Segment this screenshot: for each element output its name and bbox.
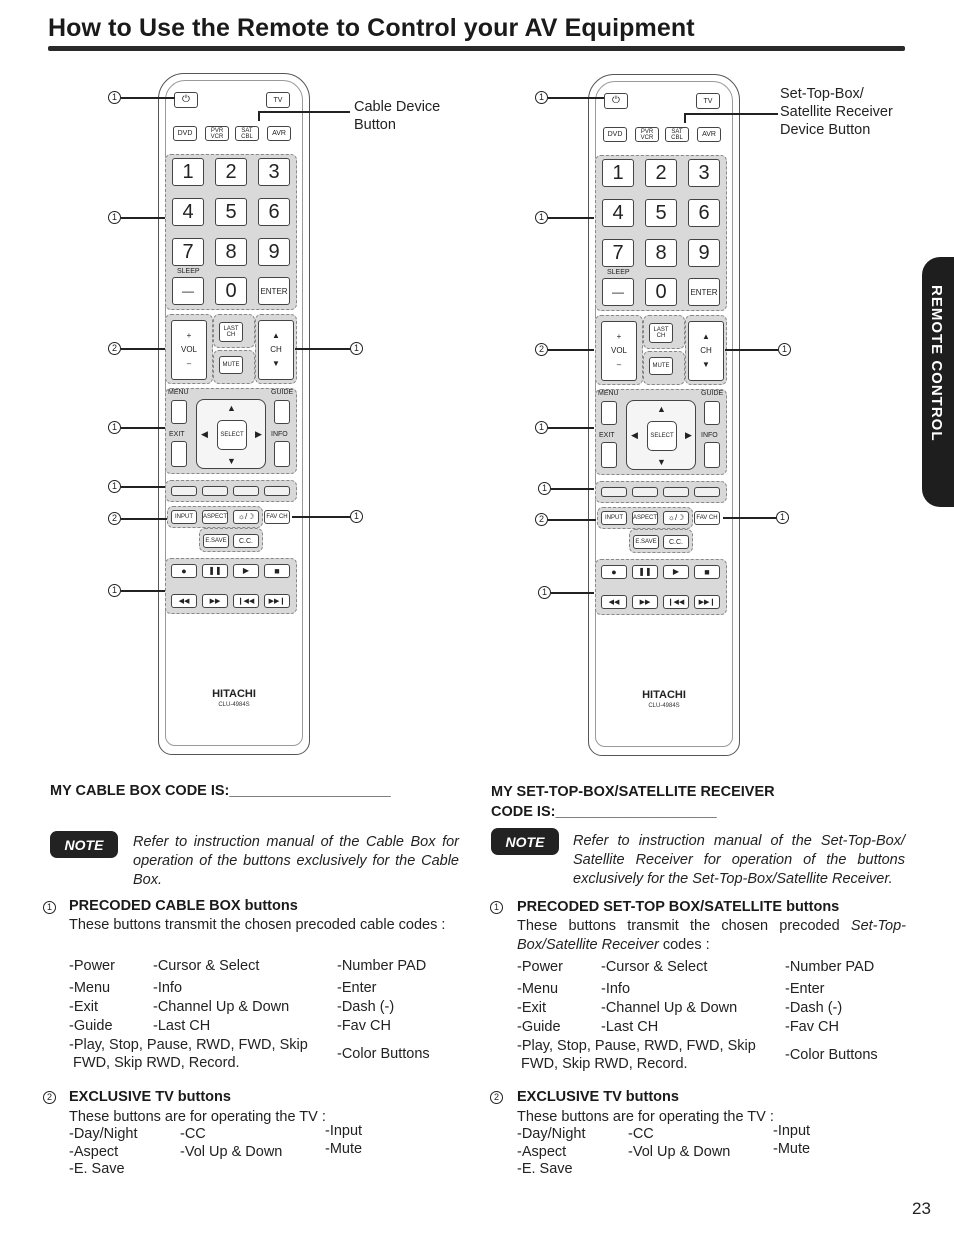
model-number: CLU-4984S [648,703,680,709]
callout-precoded: 1 [490,901,503,914]
guide-label: GUIDE [701,390,724,397]
list-item: -Channel Up & Down [601,1000,738,1016]
list-item: -Fav CH [785,1019,839,1035]
power-button [174,92,198,108]
digit-3: 3 [688,159,720,187]
digit-0: 0 [645,278,677,306]
leader-line [548,427,594,429]
callout-precoded: 1 [43,901,56,914]
dash-button: — [602,278,634,306]
digit-0: 0 [215,277,247,305]
day-night-button: ☼/☽ [663,511,689,525]
fast-forward-icon: ▶▶ [202,594,228,608]
list-item: -E. Save [517,1161,573,1177]
fast-forward-icon: ▶▶ [632,595,658,609]
esave-button: E.SAVE [203,534,229,548]
leader-line [121,348,165,350]
leader-line [551,592,594,594]
note-badge: NOTE [50,831,118,858]
callout-exclusive: 2 [108,512,121,525]
list-item: -Play, Stop, Pause, RWD, FWD, Skip FWD, Skip RWD, Record. [69,1037,308,1071]
info-button [704,442,720,468]
leader-line [258,111,350,113]
brand-logo: HITACHI [212,688,256,700]
vol-up-icon: + [186,331,192,340]
leader-line [548,97,604,99]
list-item: -CC [180,1126,206,1142]
list-item: -Cursor & Select [601,959,708,975]
callout-precoded: 1 [776,511,789,524]
menu-label: MENU [598,390,619,397]
list-item: -Info [601,981,631,997]
dvd-button: DVD [603,127,627,142]
digit-4: 4 [172,198,204,226]
exclusive-description: These buttons are for operating the TV : [517,1109,774,1125]
list-item: -Number PAD [785,959,875,975]
ch-rocker [258,320,294,380]
model-number: CLU-4984S [218,702,250,708]
callout-precoded: 1 [108,480,121,493]
power-button [604,93,628,109]
aspect-button: ASPECT [632,511,658,525]
digit-4: 4 [602,199,634,227]
exit-label: EXIT [169,431,185,438]
pvr-vcr-button: PVR VCR [205,126,229,141]
fav-ch-button: FAV CH [264,510,290,524]
list-item: -Menu [69,980,111,996]
callout-exclusive: 2 [535,513,548,526]
leader-line [723,517,776,519]
precoded-text: These buttons transmit the chosen precoded [517,918,851,934]
guide-button [704,401,720,425]
guide-button [274,400,290,424]
leader-line [725,349,778,351]
digit-8: 8 [215,238,247,266]
ch-up-icon: ▲ [272,331,280,340]
list-item: -Menu [517,981,559,997]
dpad-left-icon: ◀ [201,429,208,439]
list-item: -CC [628,1126,654,1142]
precoded-heading: PRECODED CABLE BOX buttons [69,898,298,914]
avr-button: AVR [267,126,291,141]
sleep-label: SLEEP [607,269,630,276]
digit-2: 2 [215,158,247,186]
aspect-button: ASPECT [202,510,228,524]
stop-icon: ■ [694,565,720,579]
mute-button: MUTE [219,356,243,374]
callout-precoded: 1 [778,343,791,356]
pvr-vcr-button: PVR VCR [635,127,659,142]
vol-label: VOL [610,346,627,355]
callout-exclusive: 2 [535,343,548,356]
leader-line [121,486,165,488]
callout-precoded: 1 [350,510,363,523]
list-item: -Aspect [517,1144,567,1160]
page-number: 23 [912,1199,931,1218]
leader-line [292,516,350,518]
dpad-down-icon: ▼ [227,456,236,466]
dash-button: — [172,277,204,305]
callout-precoded: 1 [108,211,121,224]
record-icon: ● [601,565,627,579]
mute-button: MUTE [649,357,673,375]
list-item: -Cursor & Select [153,958,260,974]
cc-button: C.C. [663,535,689,549]
leader-line [121,217,165,219]
ch-down-icon: ▼ [272,359,280,368]
callout-exclusive: 2 [108,342,121,355]
skip-back-icon: ❙◀◀ [663,595,689,609]
digit-3: 3 [258,158,290,186]
green-button [202,486,228,496]
leader-line [684,113,778,115]
info-label: INFO [701,432,718,439]
digit-5: 5 [215,198,247,226]
power-icon: ⏻ [612,95,620,106]
ch-rocker [688,321,724,381]
digit-1: 1 [602,159,634,187]
callout-precoded: 1 [108,91,121,104]
exclusive-description: These buttons are for operating the TV : [69,1109,326,1125]
digit-7: 7 [602,239,634,267]
callout-exclusive: 2 [490,1091,503,1104]
list-item: -E. Save [69,1161,125,1177]
callout-exclusive: 2 [43,1091,56,1104]
list-item: -Number PAD [337,958,427,974]
list-item: -Play, Stop, Pause, RWD, FWD, Skip FWD, Skip RWD, Record. [517,1038,756,1072]
day-night-button: ☼/☽ [233,510,259,524]
callout-precoded: 1 [535,91,548,104]
ch-down-icon: ▼ [702,360,710,369]
rewind-icon: ◀◀ [171,594,197,608]
list-item: -Enter [337,980,377,996]
record-icon: ● [171,564,197,578]
avr-button: AVR [697,127,721,142]
menu-label: MENU [168,389,189,396]
callout-precoded: 1 [108,421,121,434]
dpad-up-icon: ▲ [657,404,666,414]
info-button [274,441,290,467]
select-button: SELECT [217,420,247,450]
precoded-description [517,917,906,955]
section-tab [922,257,954,507]
vol-down-icon: – [616,360,622,369]
list-item: -Day/Night [517,1126,586,1142]
skip-forward-icon: ▶▶❙ [694,595,720,609]
remote-illustration [158,73,310,755]
dpad-up-icon: ▲ [227,403,236,413]
list-item: -Exit [517,1000,546,1016]
exclusive-heading: EXCLUSIVE TV buttons [69,1089,231,1105]
esave-button: E.SAVE [633,535,659,549]
menu-button [601,401,617,425]
leader-line [295,348,350,350]
blue-button [264,486,290,496]
vol-rocker [171,320,207,380]
vol-down-icon: – [186,359,192,368]
list-item: -Info [153,980,183,996]
digit-2: 2 [645,159,677,187]
title-rule [48,46,905,51]
guide-label: GUIDE [271,389,294,396]
dpad-right-icon: ▶ [255,429,262,439]
exit-button [171,441,187,467]
leader-line [121,518,167,520]
list-item: -Aspect [69,1144,119,1160]
list-item: -Exit [69,999,98,1015]
red-button [171,486,197,496]
play-icon: ▶ [663,565,689,579]
vol-rocker [601,321,637,381]
note-text: Refer to instruction manual of the Set-Top-Box/ Satellite Receiver for operation of the buttons exclusively for the Set-Top-Box/Satellite Receiver. [573,833,905,887]
tv-button: TV [266,92,290,108]
last-ch-button: LAST CH [649,323,673,343]
section-tab-label: REMOTE CONTROL [928,285,945,442]
cable-device-label: Cable Device Button [354,99,441,133]
note-text: Refer to instruction manual of the Cable Box for operation of the buttons exclusively for the Cable Box. [133,834,459,888]
input-button: INPUT [601,511,627,525]
leader-line [551,488,594,490]
leader-line [548,217,594,219]
list-item: -Power [517,959,563,975]
list-item: -Enter [785,981,825,997]
list-item: -Last CH [601,1019,659,1035]
list-item: -Color Buttons [785,1047,878,1063]
list-item: -Channel Up & Down [153,999,290,1015]
precoded-text-italic: Set-Top-Box/Satellite Receiver [517,918,906,953]
vol-label: VOL [180,345,197,354]
list-item: -Power [69,958,115,974]
leader-line [548,349,594,351]
skip-forward-icon: ▶▶❙ [264,594,290,608]
page-title: How to Use the Remote to Control your AV Equipment [48,14,695,42]
green-button [632,487,658,497]
leader-line [121,590,165,592]
callout-precoded: 1 [538,586,551,599]
last-ch-button: LAST CH [219,322,243,342]
exit-label: EXIT [599,432,615,439]
play-icon: ▶ [233,564,259,578]
list-item: -Last CH [153,1018,211,1034]
digit-1: 1 [172,158,204,186]
digit-5: 5 [645,199,677,227]
precoded-heading: PRECODED SET-TOP BOX/SATELLITE buttons [517,899,840,915]
list-item: -Guide [69,1018,113,1034]
yellow-button [663,487,689,497]
dvd-button: DVD [173,126,197,141]
list-item: -Dash (-) [337,999,395,1015]
dpad [196,399,266,469]
digit-8: 8 [645,239,677,267]
list-item: -Vol Up & Down [628,1144,731,1160]
rewind-icon: ◀◀ [601,595,627,609]
yellow-button [233,486,259,496]
digit-6: 6 [258,198,290,226]
remote-illustration [588,74,740,756]
exit-button [601,442,617,468]
tv-button: TV [696,93,720,109]
select-button: SELECT [647,421,677,451]
list-item: -Guide [517,1019,561,1035]
precoded-text: codes : [658,937,710,953]
exclusive-heading: EXCLUSIVE TV buttons [517,1089,679,1105]
callout-precoded: 1 [108,584,121,597]
enter-button: ENTER [688,278,720,306]
list-item: -Input [325,1123,363,1139]
stop-icon: ■ [264,564,290,578]
cable-code-heading: MY CABLE BOX CODE IS:____________________ [50,783,391,799]
list-item: -Mute [773,1141,811,1157]
satellite-device-label: Set-Top-Box/ Satellite Receiver Device Button [780,86,893,138]
sat-cbl-button: SAT CBL [665,127,689,142]
skip-back-icon: ❙◀◀ [233,594,259,608]
list-item: -Day/Night [69,1126,138,1142]
digit-7: 7 [172,238,204,266]
digit-9: 9 [258,238,290,266]
input-button: INPUT [171,510,197,524]
dpad-left-icon: ◀ [631,430,638,440]
blue-button [694,487,720,497]
digit-6: 6 [688,199,720,227]
menu-button [171,400,187,424]
list-item: -Dash (-) [785,1000,843,1016]
leader-line [121,97,175,99]
callout-precoded: 1 [535,211,548,224]
list-item: -Vol Up & Down [180,1144,283,1160]
leader-line [548,519,596,521]
enter-button: ENTER [258,277,290,305]
digit-9: 9 [688,239,720,267]
pause-icon: ❚❚ [632,565,658,579]
list-item: -Input [773,1123,811,1139]
leader-line [121,427,165,429]
red-button [601,487,627,497]
info-label: INFO [271,431,288,438]
precoded-description: These buttons transmit the chosen precoded cable codes : [69,917,446,933]
satellite-code-heading: MY SET-TOP-BOX/SATELLITE RECEIVER CODE IS:____________________ [491,784,775,820]
ch-up-icon: ▲ [702,332,710,341]
dpad [626,400,696,470]
note-badge: NOTE [491,828,559,855]
dpad-right-icon: ▶ [685,430,692,440]
dpad-down-icon: ▼ [657,457,666,467]
leader-line [684,113,686,123]
sleep-label: SLEEP [177,268,200,275]
callout-precoded: 1 [350,342,363,355]
leader-line [258,111,260,121]
list-item: -Mute [325,1141,363,1157]
vol-up-icon: + [616,332,622,341]
callout-precoded: 1 [538,482,551,495]
cc-button: C.C. [233,534,259,548]
pause-icon: ❚❚ [202,564,228,578]
brand-logo: HITACHI [642,689,686,701]
fav-ch-button: FAV CH [694,511,720,525]
ch-label: CH [700,346,712,355]
list-item: -Fav CH [337,1018,391,1034]
ch-label: CH [270,345,282,354]
list-item: -Color Buttons [337,1046,430,1062]
callout-precoded: 1 [535,421,548,434]
sat-cbl-button: SAT CBL [235,126,259,141]
power-icon: ⏻ [182,94,190,105]
